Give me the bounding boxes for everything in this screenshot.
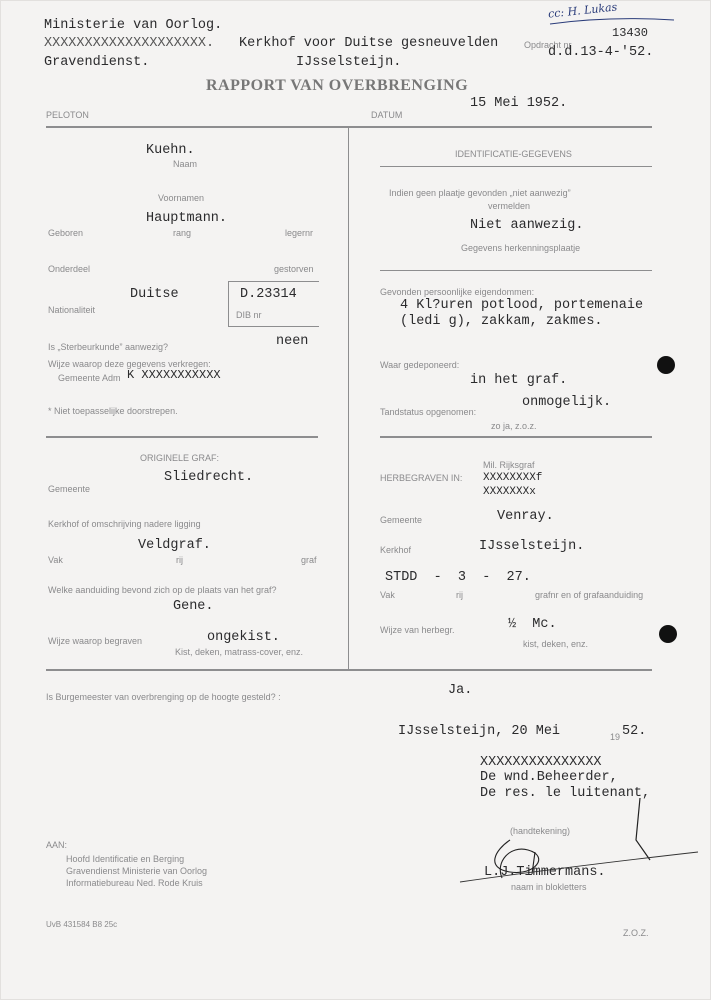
cemetery-place: IJsselsteijn. — [296, 55, 402, 70]
orig-rij-label: rij — [176, 555, 183, 565]
datum-value: 15 Mei 1952. — [470, 96, 568, 111]
ident-rule — [380, 166, 652, 167]
rang-label: rang — [173, 228, 192, 238]
opdracht-nr: 13430 — [612, 26, 649, 40]
orig-kerkhof-label: Kerkhof of omschrijving nadere ligging — [48, 519, 201, 529]
orig-vak-value: Veldgraf. — [138, 538, 211, 553]
gedeponeerd-value: in het graf. — [470, 373, 568, 388]
herb-opt1: Mil. Rijksgraf — [483, 460, 535, 470]
eigendommen-line1: 4 Kl?uren potlood, portemenaie — [400, 298, 644, 313]
indien-line1: Indien geen plaatje gevonden „niet aanwezig” — [389, 188, 571, 198]
ident-value: Niet aanwezig. — [470, 218, 584, 233]
orig-begraven-value: ongekist. — [207, 630, 280, 645]
department: Gravendienst. — [44, 55, 150, 70]
tandstatus-label: Tandstatus opgenomen: — [380, 407, 477, 417]
orig-begraven-opts: Kist, deken, matrass-cover, enz. — [175, 647, 304, 657]
orig-gemeente-value: Sliedrecht. — [164, 470, 254, 485]
bottom-rule — [46, 669, 652, 671]
aan-line2: Gravendienst Ministerie van Oorlog — [66, 866, 208, 876]
aan-line3: Informatiebureau Ned. Rode Kruis — [66, 878, 203, 888]
herb-gemeente-label: Gemeente — [380, 515, 423, 525]
tandstatus-value: onmogelijk. — [522, 395, 612, 410]
struck-line: XXXXXXXXXXXXXXXXXXXX. — [44, 36, 215, 51]
herb-opt2: XXXXXXXXf — [483, 472, 543, 484]
onderdeel-label: Onderdeel — [48, 264, 91, 274]
naam-blokletters-label: naam in blokletters — [511, 882, 587, 892]
sterbeurkunde-label: Is „Sterbeurkunde” aanwezig? — [48, 342, 169, 352]
dib-label: DIB nr — [236, 310, 262, 320]
herb-rij-label: rij — [456, 590, 463, 600]
orig-heading: ORIGINELE GRAF: — [140, 453, 220, 463]
herb-opt3: XXXXXXXx — [483, 486, 536, 498]
herb-wijze-opts: kist, deken, enz. — [523, 639, 589, 649]
peloton-label: PELOTON — [46, 110, 89, 120]
opdracht-ref: d.d.13-4-'52. — [548, 45, 654, 60]
zoz-label: Z.O.Z. — [623, 928, 649, 938]
burgemeester-label: Is Burgemeester van overbrenging op de hoogte gesteld? : — [46, 692, 281, 702]
herb-label: HERBEGRAVEN IN: — [380, 473, 463, 483]
nationaliteit-label: Nationaliteit — [48, 305, 96, 315]
sterbeurkunde-value: neen — [276, 334, 309, 349]
eigendommen-line2: (ledi g), zakkam, zakmes. — [400, 314, 603, 329]
datum-label: DATUM — [371, 110, 403, 120]
punch-hole-top — [657, 356, 675, 374]
herb-vak-label: Vak — [380, 590, 395, 600]
naam-label: Naam — [173, 159, 198, 169]
opdracht-label: Opdracht nr — [524, 40, 572, 50]
form-title: RAPPORT VAN OVERBRENGING — [206, 77, 469, 94]
left-mid-rule — [46, 436, 318, 438]
geboren-label: Geboren — [48, 228, 84, 238]
orig-aanduiding-label: Welke aanduiding bevond zich op de plaats van het graf? — [48, 585, 277, 595]
herkenning-rule — [380, 270, 652, 271]
aan-line1: Hoofd Identificatie en Berging — [66, 854, 185, 864]
nationaliteit-value: Duitse — [130, 287, 179, 302]
herb-kerkhof-label: Kerkhof — [380, 545, 412, 555]
top-rule — [46, 126, 652, 128]
herb-wijze-label: Wijze van herbegr. — [380, 625, 455, 635]
cemetery-name: Kerkhof voor Duitse gesneuvelden — [239, 36, 499, 51]
herkenning-label: Gegevens herkenningsplaatje — [461, 243, 581, 253]
orig-vak-label: Vak — [48, 555, 63, 565]
herb-kerkhof-value: IJsselsteijn. — [479, 539, 585, 554]
aan-label: AAN: — [46, 840, 68, 850]
year-prefix: 19 — [610, 732, 621, 742]
form-code: UvB 431584 B8 25c — [46, 920, 118, 929]
gedeponeerd-label: Waar gedeponeerd: — [380, 360, 460, 370]
niet-toepasselijke-note: * Niet toepasselijke doorstrepen. — [48, 406, 178, 416]
gestorven-label: gestorven — [274, 264, 314, 274]
orig-graf-label: graf — [301, 555, 317, 565]
voornamen-label: Voornamen — [158, 193, 205, 203]
place-date: IJsselsteijn, 20 Mei — [398, 724, 561, 739]
herb-gemeente-value: Venray. — [497, 509, 554, 524]
herb-grafnr-label: grafnr en of grafaanduiding — [535, 590, 644, 600]
indien-line2: vermelden — [488, 201, 531, 211]
gemeente-adm-struck: K XXXXXXXXXXX — [127, 368, 221, 382]
handwritten-underline — [548, 14, 678, 28]
punch-hole-bottom — [659, 625, 677, 643]
zoja-label: zo ja, z.o.z. — [491, 421, 537, 431]
ident-heading: IDENTIFICATIE-GEGEVENS — [455, 149, 572, 159]
dib-value: D.23314 — [240, 287, 297, 302]
right-mid-rule — [380, 436, 652, 438]
handtekening-label: (handtekening) — [510, 826, 571, 836]
burgemeester-value: Ja. — [448, 683, 473, 698]
struck-title: XXXXXXXXXXXXXXX — [480, 755, 602, 770]
herb-wijze-value: ½ Mc. — [508, 617, 557, 632]
year-suffix: 52. — [622, 724, 647, 739]
column-divider — [348, 128, 349, 669]
ministry-name: Ministerie van Oorlog. — [44, 18, 223, 33]
orig-gemeente-label: Gemeente — [48, 484, 91, 494]
sign-line2: De res. le luitenant, — [480, 786, 651, 801]
sign-line1: De wnd.Beheerder, — [480, 770, 618, 785]
orig-aanduiding-value: Gene. — [173, 599, 214, 614]
orig-begraven-label: Wijze waarop begraven — [48, 636, 143, 646]
signer-name: L.J.Timmermans. — [484, 865, 606, 880]
legernr-label: legernr — [285, 228, 314, 238]
wijze-label: Wijze waarop deze gegevens verkregen: — [48, 359, 211, 369]
eigendommen-label: Gevonden persoonlijke eigendommen: — [380, 287, 535, 297]
naam-value: Kuehn. — [146, 143, 195, 158]
herb-vak-value: STDD - 3 - 27. — [385, 570, 531, 585]
handwritten-note: cc: H. Lukas — [547, 0, 618, 21]
gemeente-adm-label: Gemeente Adm — [58, 373, 121, 383]
rang-value: Hauptmann. — [146, 211, 228, 226]
